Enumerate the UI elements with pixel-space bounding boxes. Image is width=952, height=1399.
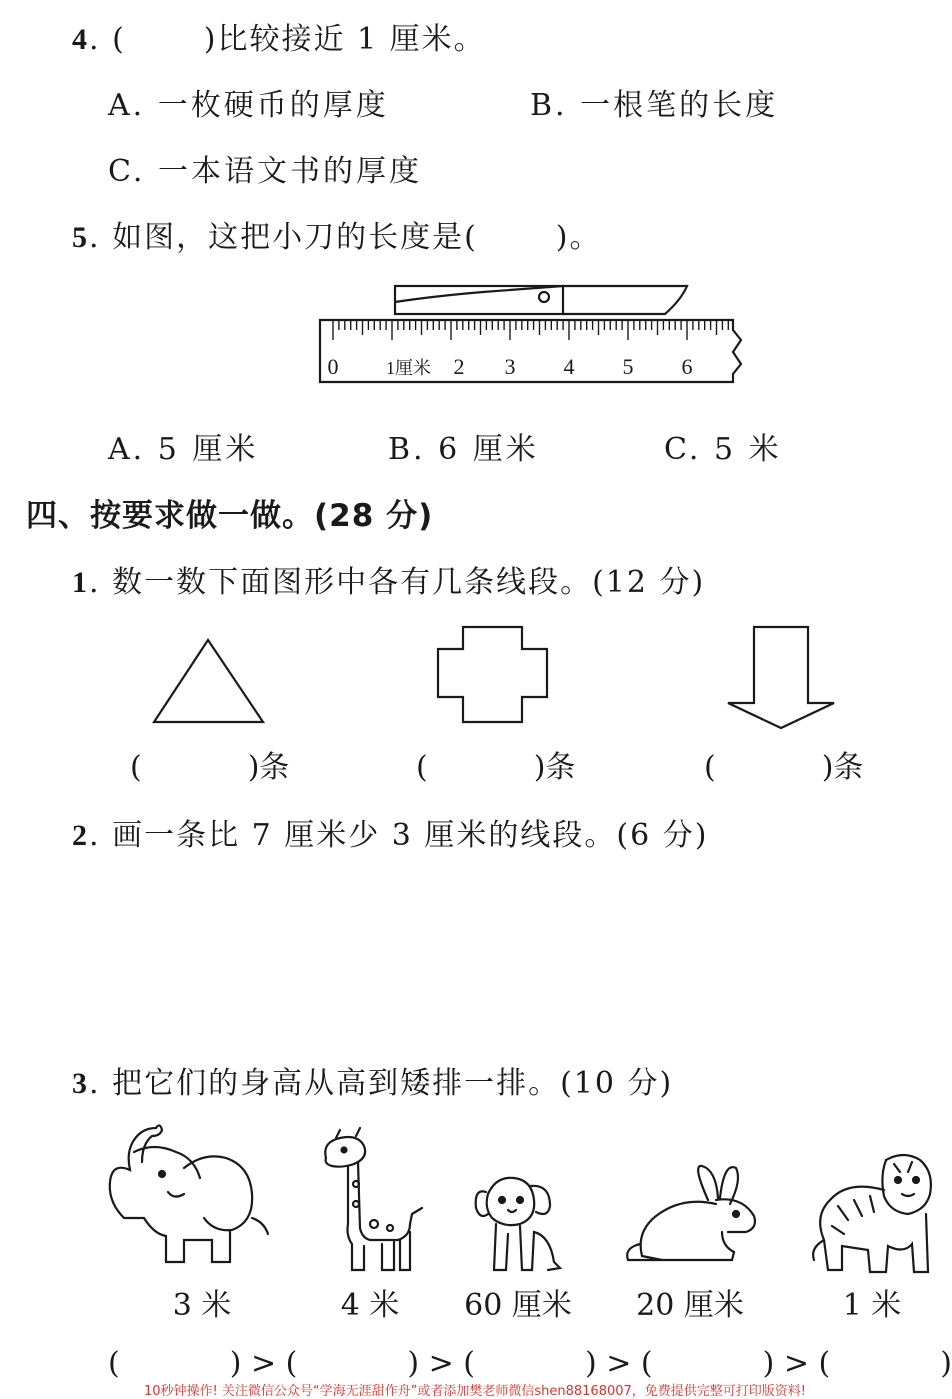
q4-option-a[interactable]: A. 一枚硬币的厚度	[108, 88, 389, 123]
q5-option-c[interactable]: C. 5 米	[664, 432, 782, 467]
s3-text: . 把它们的身高从高到矮排一排。(10 分)	[89, 1066, 674, 1101]
s2-number: 2	[72, 819, 89, 852]
dog-icon	[470, 1172, 570, 1282]
ruler-label: 2	[453, 354, 465, 379]
blank-close: )条	[247, 750, 290, 785]
drawing-area[interactable]	[72, 870, 872, 1040]
q4-stem-open: . (	[89, 22, 126, 57]
blank-open: (	[130, 750, 142, 785]
arrow-down-shape	[725, 624, 845, 734]
order-part: ) > (	[407, 1346, 475, 1381]
cross-shape	[436, 624, 556, 734]
q5-option-a[interactable]: A. 5 厘米	[108, 432, 259, 467]
height-rabbit: 20 厘米	[636, 1288, 744, 1323]
s1-blank-1[interactable]	[130, 742, 289, 786]
s2-text: . 画一条比 7 厘米少 3 厘米的线段。(6 分)	[89, 818, 709, 853]
rabbit-icon	[622, 1160, 762, 1270]
ruler-label: 1厘米	[386, 358, 431, 378]
giraffe-icon	[318, 1128, 428, 1278]
q5-stem-close: )。	[555, 220, 602, 255]
knife-icon	[395, 286, 687, 314]
blank-close: )条	[533, 750, 576, 785]
height-giraffe: 4 米	[340, 1288, 400, 1323]
q5-option-b[interactable]: B. 6 厘米	[388, 432, 539, 467]
order-part: ) > (	[584, 1346, 653, 1381]
ruler-figure	[315, 282, 755, 392]
s3-stem	[72, 1058, 673, 1102]
section-4-title: 四、按要求做一做。(28 分)	[26, 498, 434, 534]
s2-stem	[72, 810, 708, 854]
s1-text: . 数一数下面图形中各有几条线段。(12 分)	[89, 565, 706, 600]
order-part: (	[108, 1346, 120, 1381]
q4-number: 4	[72, 23, 89, 56]
triangle-shape	[150, 636, 270, 731]
s1-number: 1	[72, 566, 89, 599]
height-tiger: 1 米	[842, 1288, 902, 1323]
blank-open: (	[416, 750, 428, 785]
blank-close: )条	[821, 750, 864, 785]
q5-stem-open: . 如图，这把小刀的长度是(	[89, 220, 478, 255]
q4-stem-close: )比较接近 1 厘米。	[203, 22, 486, 57]
height-elephant: 3 米	[172, 1288, 232, 1323]
s3-number: 3	[72, 1067, 89, 1100]
order-part: )	[940, 1346, 952, 1381]
s1-stem	[72, 557, 705, 601]
tiger-icon	[808, 1150, 938, 1280]
order-part: ) > (	[762, 1346, 831, 1381]
footer-notice: 10秒钟操作! 关注微信公众号“学海无涯甜作舟”或者添加樊老师微信shen88168007，免费提供完整可打印版资料!	[144, 1384, 806, 1399]
q5-number: 5	[72, 221, 89, 254]
ruler-label: 0	[327, 354, 339, 379]
blank-open: (	[704, 750, 716, 785]
ruler-label: 6	[681, 354, 693, 379]
q5-stem	[72, 212, 602, 256]
order-row[interactable]	[108, 1346, 952, 1381]
elephant-icon	[104, 1122, 274, 1272]
s1-blank-2[interactable]	[416, 742, 575, 786]
ruler-icon	[320, 320, 741, 382]
ruler-label: 3	[504, 354, 516, 379]
s1-blank-3[interactable]	[704, 742, 863, 786]
ruler-label: 4	[563, 354, 575, 379]
q4-option-b[interactable]: B. 一根笔的长度	[530, 88, 779, 123]
q4-stem	[72, 14, 486, 58]
q4-option-c[interactable]: C. 一本语文书的厚度	[108, 154, 422, 189]
ruler-label: 5	[622, 354, 634, 379]
height-dog: 60 厘米	[464, 1288, 572, 1323]
order-part: ) > (	[229, 1346, 298, 1381]
